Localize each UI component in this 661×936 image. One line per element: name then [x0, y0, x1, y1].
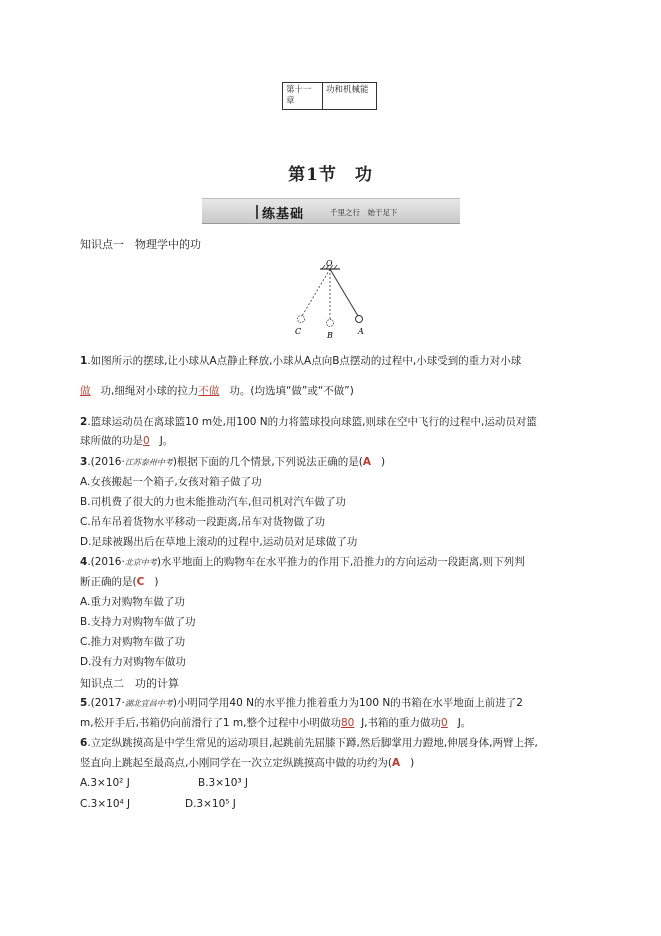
knowledge-point-2-heading: 知识点二 功的计算: [80, 677, 179, 690]
chapter-topic: 功和机械能: [326, 85, 369, 95]
label-c: C: [295, 327, 302, 336]
question-6-number: 6: [80, 737, 88, 749]
question-3-source: 江苏泰州中考: [124, 458, 173, 467]
question-6-option-a: A.3×10² J: [80, 777, 130, 789]
question-4-line-2: [80, 575, 158, 589]
practice-banner: [202, 198, 460, 224]
question-4-number: 4: [80, 556, 88, 568]
section-title: 第1节 功: [288, 165, 373, 185]
question-4-close: ): [154, 576, 159, 588]
banner-subtitle: 千里之行 始于足下: [330, 208, 398, 217]
pivot-label: O: [326, 259, 333, 268]
question-4-option-d: D.没有力对购物车做功: [80, 656, 186, 668]
question-5-line-2: [80, 716, 471, 730]
question-2-unit: J。: [159, 435, 174, 447]
question-2-answer: 0: [143, 435, 150, 447]
ball-a: [356, 316, 363, 323]
question-5-unit: J。: [457, 717, 472, 729]
question-3-number: 3: [80, 456, 88, 468]
question-5-number: 5: [80, 697, 88, 709]
question-4-year: .(2016·: [87, 556, 125, 568]
question-2-line-1: [80, 415, 537, 429]
question-2-text: 球所做的功是: [80, 435, 143, 447]
ball-b: [327, 320, 334, 327]
question-3-stem-line: [80, 455, 385, 470]
question-4-answer: C: [136, 576, 145, 588]
question-4-option-a: A.重力对购物车做了功: [80, 596, 185, 608]
label-b: B: [327, 331, 333, 340]
question-5-text: m,松开手后,书箱仍向前滑行了1 m,整个过程中小明做功: [80, 717, 341, 729]
banner-title: 练基础: [262, 207, 305, 222]
question-3-option-d: D.足球被踢出后在草地上滚动的过程中,运动员对足球做了功: [80, 536, 358, 548]
question-2-number: 2: [80, 416, 88, 428]
question-1-answer-2: 不做: [198, 385, 220, 397]
string-to-c: [302, 269, 330, 316]
question-1-stem: .如图所示的摆球,让小球从A点静止释放,小球从A点向B点摆动的过程中,小球受到的重力对小球: [87, 355, 522, 367]
question-1-tail: 功。(均选填“做”或“不做”): [229, 385, 354, 397]
question-6-option-b: B.3×10³ J: [198, 777, 249, 789]
question-3-close: ): [381, 456, 386, 468]
question-6-line-2: [80, 756, 414, 770]
knowledge-point-1-heading: 知识点一 物理学中的功: [80, 238, 201, 251]
question-4-source: 北京中考: [124, 558, 157, 567]
question-4-prompt: 断正确的是(: [80, 576, 137, 588]
ball-c: [298, 316, 305, 323]
question-2-stem: .篮球运动员在离球篮10 m处,用100 N的力将篮球投向球篮,则球在空中飞行的过程中,运动员对篮: [87, 416, 537, 428]
question-5-source: 湖北宜昌中考: [124, 699, 173, 708]
banner-divider: [256, 205, 258, 219]
question-3-stem: )根据下面的几个情景,下列说法正确的是(: [172, 456, 363, 468]
question-1-number: 1: [80, 355, 88, 367]
question-4-option-b: B.支持力对购物车做了功: [80, 616, 196, 628]
question-6-prompt: 竖直向上跳起至最高点,小刚同学在一次立定纵跳摸高中做的功约为(: [80, 757, 392, 769]
question-3-option-c: C.吊车吊着货物水平移动一段距离,吊车对货物做了功: [80, 516, 326, 528]
question-4-option-c: C.推力对购物车做了功: [80, 636, 186, 648]
question-6-stem: .立定纵跳摸高是中学生常见的运动项目,起跳前先屈膝下蹲,然后脚掌用力蹬地,伸展身体,两臂上挥,: [87, 737, 538, 749]
question-6-option-d: D.3×10⁵ J: [185, 798, 236, 810]
chapter-number: 第十一章: [283, 83, 323, 109]
question-4-stem: )水平地面上的购物车在水平推力的作用下,沿推力的方向运动一段距离,则下列判: [156, 556, 525, 568]
question-6-close: ): [410, 757, 415, 769]
question-5-line-1: [80, 696, 523, 711]
question-5-answer-2: 0: [441, 717, 448, 729]
label-a: A: [358, 327, 364, 336]
pendulum-figure: [285, 258, 375, 342]
question-5-mid-text: J,书箱的重力做功: [361, 717, 441, 729]
question-1-line-1: [80, 354, 521, 368]
question-3-answer: A: [362, 456, 371, 468]
question-3-year: .(2016·: [87, 456, 125, 468]
question-4-line-1: [80, 555, 525, 570]
question-6-line-1: [80, 736, 538, 750]
question-1-answer-1: 做: [80, 385, 91, 397]
question-3-option-b: B.司机费了很大的力也未能推动汽车,但司机对汽车做了功: [80, 496, 346, 508]
question-5-year: .(2017·: [87, 697, 125, 709]
question-5-answer-1: 80: [341, 717, 355, 729]
question-1-mid-text: 功,细绳对小球的拉力: [100, 385, 199, 397]
question-2-line-2: [80, 434, 173, 448]
chapter-label-box: [282, 82, 377, 110]
question-6-option-c: C.3×10⁴ J: [80, 798, 131, 810]
string-to-a: [330, 269, 358, 316]
question-1-line-2: [80, 384, 354, 398]
question-3-option-a: A.女孩搬起一个箱子,女孩对箱子做了功: [80, 476, 262, 488]
question-6-answer: A: [391, 757, 401, 769]
question-5-stem: )小明同学用40 N的水平推力推着重力为100 N的书箱在水平地面上前进了2: [172, 697, 523, 709]
